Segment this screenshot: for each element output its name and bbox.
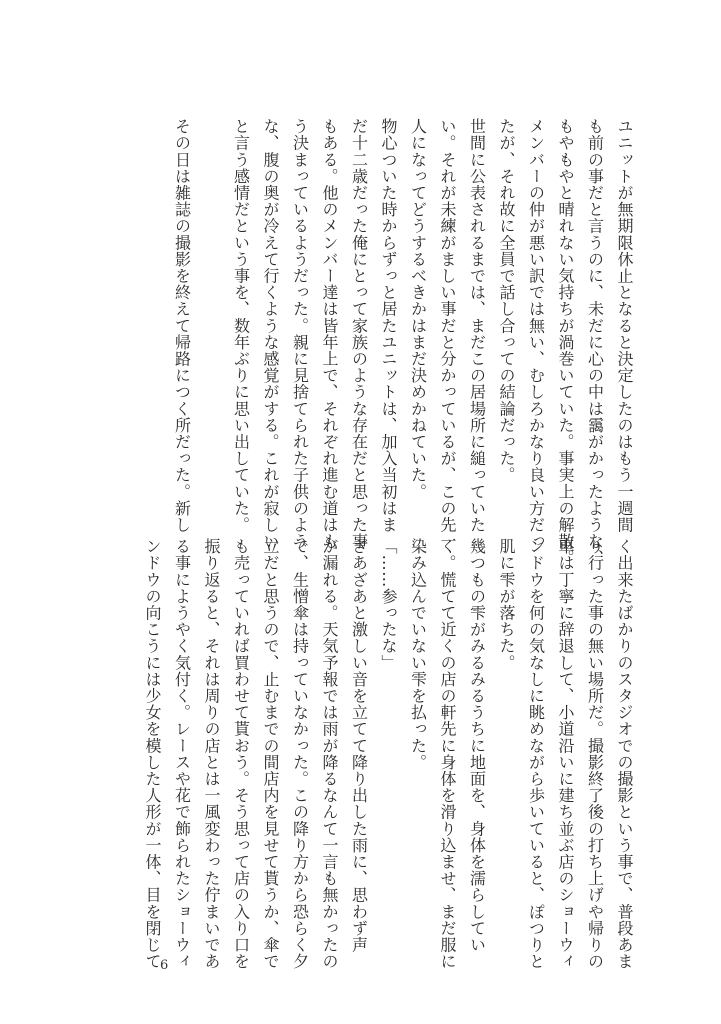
text-line: ンドウの向こうには少女を模した人形が一体、目を閉じて: [143, 538, 162, 970]
text-line: な、腹の奥が冷えて行くような感覚がする。これが寂しい: [261, 118, 280, 550]
text-line: と言う感情だという事を、数年ぶりに思い出していた。: [231, 118, 251, 533]
text-line: 人になってどうするべきかはまだ決めかねていた。: [408, 118, 428, 500]
text-line: り行った事の無い場所だ。撮影終了後の打ち上げや帰りの: [585, 538, 605, 970]
text-line: ユニットが無期限休止となると決定したのはもう一週間: [615, 118, 634, 533]
text-line: その日は雑誌の撮影を終えて帰路につく所だった。新し: [172, 118, 192, 533]
page-number: 6: [160, 958, 169, 973]
text-line: もある。他のメンバー達は皆年上で、それぞれ進む道はも: [320, 118, 339, 550]
text-line: だ十二歳だった俺にとって家族のような存在だと思った事: [349, 118, 369, 550]
blank-line: [197, 118, 227, 530]
text-line: たが、それ故に全員で話し合っての結論だった。: [497, 118, 516, 484]
text-line: も売っていれば買わせて貰おう。そう思って店の入り口を: [231, 538, 251, 970]
text-line: る事にようやく気付く。レースや花で飾られたショーウィ: [172, 538, 192, 970]
text-line: 振り返ると、それは周りの店とは一風変わった佇まいであ: [202, 538, 221, 970]
text-line: 肌に雫が落ちた。: [497, 538, 516, 671]
text-line: 染み込んでいない雫を払った。: [408, 538, 428, 771]
text-line: く出来たばかりのスタジオでの撮影という事で、普段あま: [615, 538, 634, 970]
text-line: い。それが未練がましい事だと分かっているが、この先一: [438, 118, 457, 550]
text-line: も前の事だと言うのに、未だに心の中は靄がかったような、: [585, 118, 605, 567]
text-line: ざあざあと激しい音を立てて降り出した雨に、思わず声: [349, 538, 369, 953]
dialogue-line: 「……参ったな」: [379, 538, 398, 671]
text-line: メンバーの仲が悪い訳では無い、むしろかなり良い方だっ: [526, 118, 546, 550]
text-line: 車は丁寧に辞退して、小道沿いに建ち並ぶ店のショーウィ: [556, 538, 575, 970]
text-line: 世間に公表されるまでは、まだこの居場所に縋っていた: [467, 118, 487, 533]
text-line: 物心ついた時からずっと居たユニットは、加入当初はま: [379, 118, 398, 533]
lower-text-block: [138, 538, 640, 970]
text-line: で、生憎傘は持っていなかった。この降り方から恐らく夕: [290, 538, 310, 970]
text-line: 幾つもの雫がみるみるうちに地面を、身体を濡らしてい: [467, 538, 487, 953]
upper-text-block: [167, 118, 639, 567]
text-line: もやもやと晴れない気持ちが渦巻いていた。事実上の解散。: [556, 118, 575, 567]
text-line: が漏れる。天気予報では雨が降るなんて一言も無かったの: [320, 538, 339, 970]
text-line: う決まっているようだった。親に見捨てられた子供のよう: [290, 118, 310, 550]
text-line: 立だと思うので、止むまでの間店内を見せて貰うか、傘で: [261, 538, 280, 970]
text-line: く。慌てて近くの店の軒先に身体を滑り込ませ、まだ服に: [438, 538, 457, 970]
text-line: ンドウを何の気なしに眺めながら歩いていると、ぽつりと: [526, 538, 546, 970]
